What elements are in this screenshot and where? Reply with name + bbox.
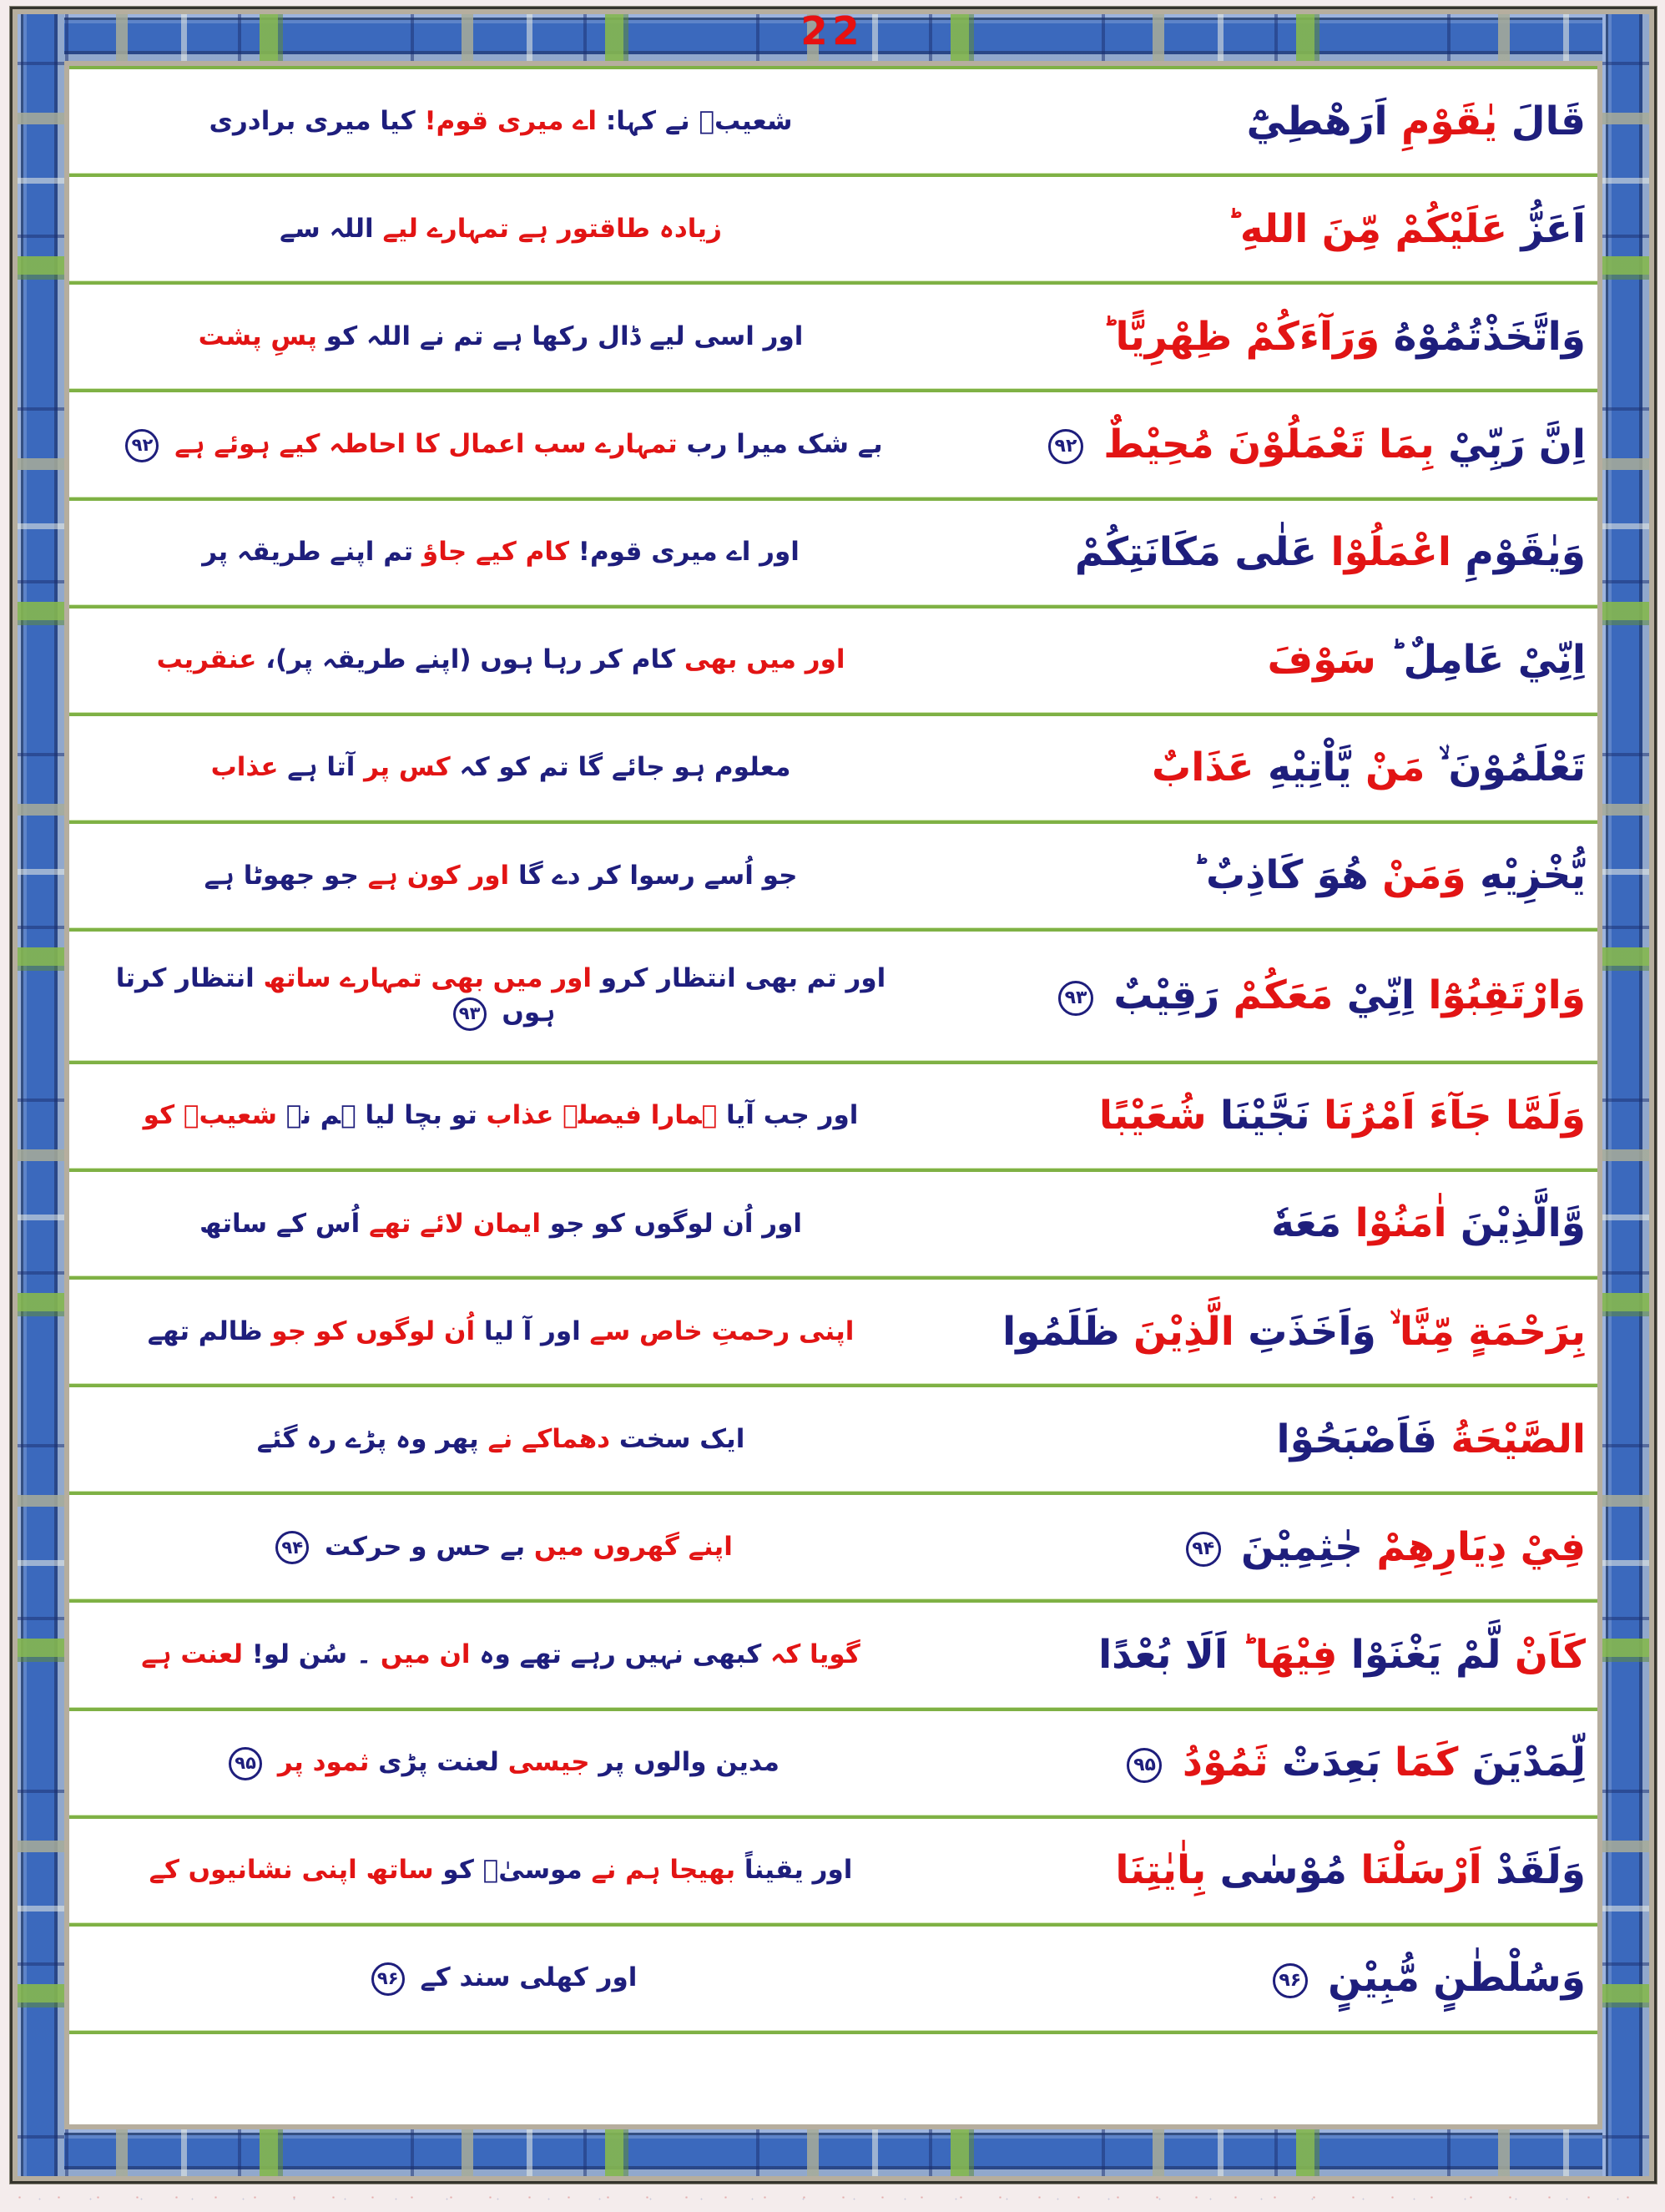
arabic-verse-text xyxy=(916,1417,1597,1462)
arabic-segment: ظَلَمُوا xyxy=(1002,1308,1120,1355)
urdu-segment: اور کون ہے xyxy=(358,860,510,891)
urdu-segment: جیسی xyxy=(498,1747,590,1778)
urdu-segment: پسِ پشت xyxy=(198,321,317,351)
urdu-segment: تمہارے سب اعمال کا احاطہ کیے ہوئے ہے xyxy=(165,429,678,460)
arabic-verse-text xyxy=(916,1633,1597,1678)
arabic-segment: مَنْ xyxy=(1351,745,1425,791)
arabic-verse-text xyxy=(916,207,1597,252)
arabic-segment: شُعَيْبًا xyxy=(1098,1093,1207,1139)
arabic-segment: وَلَمَّا جَآءَ اَمْرُنَا xyxy=(1309,1093,1586,1139)
urdu-segment: ایمان لائے تھے xyxy=(360,1208,541,1239)
urdu-segment: لعنت پڑی xyxy=(369,1747,499,1778)
verse-row xyxy=(69,1172,1597,1280)
arabic-segment: وَسُلْطٰنٍ مُّبِيْنٍ xyxy=(1314,1955,1586,2002)
urdu-segment: تم اپنے طریقہ پر xyxy=(202,537,414,568)
arabic-segment: لِّمَدْيَنَ xyxy=(1458,1740,1586,1786)
arabic-segment: وَّالَّذِيْنَ xyxy=(1446,1200,1586,1247)
urdu-segment: اور یقیناً xyxy=(735,1855,853,1886)
urdu-segment: آتا ہے xyxy=(278,752,356,783)
arabic-segment: اَرَهْطِيْٓ xyxy=(1246,98,1388,144)
verse-number-badge: ۹۲ xyxy=(125,429,159,462)
arabic-segment: فِيْهَا ؕ xyxy=(1227,1631,1338,1678)
verse-row xyxy=(69,609,1597,716)
urdu-segment: اور میں بھی تمہارے ساتھ xyxy=(254,962,592,993)
arabic-segment: جٰثِمِيْنَ xyxy=(1227,1523,1364,1570)
verse-number-badge: ۹۶ xyxy=(371,1962,405,1996)
arabic-verse-text xyxy=(916,1310,1597,1355)
urdu-translation-text xyxy=(69,427,916,462)
arabic-segment: اِنِّيْ xyxy=(1333,972,1415,1019)
urdu-segment: اللہ سے xyxy=(280,213,374,244)
urdu-segment: اور آ لیا xyxy=(475,1316,581,1346)
urdu-segment: موسیٰؑ کو xyxy=(433,1855,583,1886)
verse-row xyxy=(69,285,1597,392)
empty-row xyxy=(69,2034,1597,2124)
arabic-segment: الَّذِيْنَ xyxy=(1119,1308,1234,1355)
urdu-segment: پھر وہ پڑے رہ گئے xyxy=(256,1423,479,1454)
urdu-segment: ۔ سُن لو! xyxy=(242,1639,372,1670)
urdu-segment: کبھی نہیں رہے تھے وہ xyxy=(470,1639,762,1670)
arabic-segment: يَّاْتِيْهِ xyxy=(1254,745,1352,791)
urdu-segment: کیا میری برادری xyxy=(209,105,416,136)
arabic-verse-text xyxy=(916,315,1597,360)
urdu-translation-text xyxy=(69,212,916,247)
arabic-segment: اَلَا بُعْدًا xyxy=(1098,1631,1228,1678)
arabic-segment: وَمَنْ xyxy=(1368,852,1466,899)
page-content xyxy=(69,66,1597,2124)
arabic-segment: عَلٰى مَكَانَتِكُمْ xyxy=(1074,529,1318,576)
verse-row xyxy=(69,69,1597,177)
verse-row xyxy=(69,932,1597,1064)
arabic-segment: تَعْلَمُوْنَ ۙ xyxy=(1425,745,1586,791)
verse-row xyxy=(69,1387,1597,1495)
decorative-border-right xyxy=(1602,14,1649,2176)
arabic-verse-text xyxy=(916,422,1597,467)
arabic-segment: رَقِيْبٌ xyxy=(1100,972,1220,1019)
arabic-segment: هُوَ كَاذِبٌ ؕ xyxy=(1192,852,1369,899)
verse-row xyxy=(69,824,1597,932)
arabic-segment: يُّخْزِيْهِ xyxy=(1466,852,1586,899)
urdu-segment: ساتھ اپنی نشانیوں کے xyxy=(149,1855,434,1886)
verse-table xyxy=(69,66,1597,2124)
urdu-segment: اے میری قوم! xyxy=(415,105,598,136)
arabic-segment: نَجَّيْنَا xyxy=(1206,1093,1310,1139)
arabic-segment: ثَمُوْدُ xyxy=(1168,1740,1269,1786)
arabic-segment: عَلَيْكُمْ مِّنَ اللهِ ؕ xyxy=(1226,205,1508,252)
urdu-segment: معلوم ہو جائے گا تم کو کہ xyxy=(450,752,791,783)
arabic-verse-text xyxy=(916,1740,1597,1785)
urdu-translation-text xyxy=(69,1098,916,1134)
urdu-segment: ظالم تھے xyxy=(147,1316,263,1346)
arabic-segment: وَرَآءَكُمْ ظِهْرِيًّا ؕ xyxy=(1102,313,1380,360)
arabic-verse-text xyxy=(916,638,1597,683)
arabic-segment: وَارْتَقِبُوْٓا xyxy=(1415,972,1586,1019)
urdu-segment: اور جب آیا xyxy=(717,1100,859,1131)
urdu-segment: اپنی رحمتِ خاص سے xyxy=(580,1316,855,1346)
arabic-segment: فَاَصْبَحُوْا xyxy=(1276,1416,1437,1462)
urdu-segment: کس پر xyxy=(355,752,451,783)
verse-number-badge: ۹۳ xyxy=(453,997,487,1031)
urdu-translation-text xyxy=(69,859,916,894)
verse-row xyxy=(69,1819,1597,1927)
urdu-segment: ہمارا فیصلہ عذاب xyxy=(477,1100,718,1131)
verse-row xyxy=(69,1280,1597,1387)
verse-row xyxy=(69,501,1597,609)
arabic-segment: وَاتَّخَذْتُمُوْهُ xyxy=(1380,313,1586,360)
page-number: 22 xyxy=(800,8,865,53)
urdu-translation-text xyxy=(69,962,916,1032)
arabic-verse-text xyxy=(916,99,1597,144)
urdu-segment: ان میں xyxy=(371,1639,471,1670)
page-frame xyxy=(10,7,1657,2184)
decorative-border-bottom xyxy=(18,2129,1649,2176)
verse-row xyxy=(69,1603,1597,1710)
arabic-verse-text xyxy=(916,1093,1597,1139)
arabic-verse-text xyxy=(916,973,1597,1018)
urdu-translation-text xyxy=(69,535,916,570)
urdu-segment: اور کھلی سند کے xyxy=(411,1962,638,1993)
urdu-segment: لعنت ہے xyxy=(141,1639,243,1670)
arabic-segment: اٰمَنُوْا xyxy=(1341,1200,1447,1247)
arabic-segment: اِنِّيْ عَامِلٌ ؕ xyxy=(1375,637,1586,684)
urdu-segment: انتظار کرتا ہوں xyxy=(115,962,556,1028)
arabic-segment: كَمَا xyxy=(1380,1740,1459,1786)
urdu-translation-text xyxy=(69,1315,916,1350)
urdu-translation-text xyxy=(69,1422,916,1457)
urdu-segment: جو جھوٹا ہے xyxy=(204,860,359,891)
arabic-segment: قَالَ xyxy=(1497,98,1586,144)
verse-number-badge: ۹۲ xyxy=(1048,429,1083,464)
arabic-verse-text xyxy=(916,530,1597,575)
urdu-translation-text xyxy=(69,1207,916,1242)
arabic-segment: وَاَخَذَتِ xyxy=(1234,1308,1376,1355)
urdu-segment: عنقریب xyxy=(156,644,257,675)
urdu-segment: زیادہ طاقتور ہے تمہارے لیے xyxy=(373,213,722,244)
verse-row xyxy=(69,177,1597,285)
urdu-segment: اور اسی لیے ڈال رکھا ہے تم نے اللہ کو xyxy=(316,321,804,351)
verse-row xyxy=(69,716,1597,824)
urdu-segment: بے حس و حرکت xyxy=(315,1531,526,1562)
urdu-segment: اور اُن لوگوں کو جو xyxy=(540,1208,802,1239)
urdu-segment: کام کیے جاؤ xyxy=(413,537,570,568)
verse-number-badge: ۹۳ xyxy=(1058,981,1093,1016)
urdu-segment: دھماکے نے xyxy=(478,1423,611,1454)
arabic-segment: بِرَحْمَةٍ مِّنَّا ۙ xyxy=(1375,1308,1586,1355)
urdu-segment: اور اے میری قوم! xyxy=(569,537,800,568)
arabic-verse-text xyxy=(916,1848,1597,1893)
arabic-segment: لَّمْ يَغْنَوْا xyxy=(1337,1631,1501,1678)
arabic-segment: اعْمَلُوْا xyxy=(1317,529,1452,576)
urdu-translation-text xyxy=(69,1530,916,1565)
arabic-segment: سَوْفَ xyxy=(1267,637,1376,684)
urdu-segment: بھیجا ہم نے xyxy=(582,1855,736,1886)
arabic-segment: بِمَا تَعْمَلُوْنَ مُحِيْطٌ xyxy=(1089,421,1435,467)
urdu-translation-text xyxy=(69,1638,916,1673)
urdu-translation-text xyxy=(69,643,916,678)
urdu-segment: اپنے گھروں میں xyxy=(525,1531,733,1562)
verse-row xyxy=(69,1495,1597,1603)
urdu-segment: مدین والوں پر xyxy=(589,1747,780,1778)
arabic-segment: مَعَكُمْ xyxy=(1219,972,1334,1019)
verse-number-badge: ۹۵ xyxy=(1127,1748,1162,1783)
urdu-segment: اُس کے ساتھ xyxy=(199,1208,361,1239)
arabic-segment: بَعِدَتْ xyxy=(1268,1740,1381,1786)
urdu-segment: اور میں بھی xyxy=(675,644,845,675)
verse-row xyxy=(69,392,1597,500)
urdu-segment: گویا کہ xyxy=(761,1639,860,1670)
arabic-segment: مَعَهٗ xyxy=(1271,1200,1342,1247)
urdu-segment: تو بچا لیا ہم نے xyxy=(276,1100,477,1131)
urdu-translation-text xyxy=(69,1853,916,1888)
urdu-segment: ایک سخت xyxy=(610,1423,745,1454)
arabic-verse-text xyxy=(916,1525,1597,1570)
urdu-segment: شعیبؑ نے کہا: xyxy=(597,105,793,136)
urdu-translation-text xyxy=(69,1961,916,1996)
urdu-segment: شعیبؑ کو xyxy=(143,1100,277,1131)
urdu-segment: جو اُسے رسوا کر دے گا xyxy=(509,860,798,891)
urdu-translation-text xyxy=(69,104,916,139)
arabic-segment: اِنَّ رَبِّيْ xyxy=(1434,421,1586,467)
arabic-verse-text xyxy=(916,853,1597,898)
frame-inner xyxy=(18,14,1649,2176)
arabic-verse-text xyxy=(916,1956,1597,2001)
verse-number-badge: ۹۴ xyxy=(1186,1532,1221,1567)
urdu-translation-text xyxy=(69,750,916,785)
arabic-verse-text xyxy=(916,1201,1597,1246)
urdu-segment: ثمود پر xyxy=(269,1747,370,1778)
arabic-segment: بِاٰيٰتِنَا xyxy=(1115,1847,1207,1894)
arabic-verse-text xyxy=(916,745,1597,790)
verse-row xyxy=(69,1711,1597,1819)
verse-number-badge: ۹۴ xyxy=(275,1531,309,1564)
decorative-border-left xyxy=(18,14,64,2176)
arabic-segment: يٰقَوْمِ xyxy=(1387,98,1498,144)
urdu-translation-text xyxy=(69,320,916,355)
urdu-segment: عذاب xyxy=(210,752,279,783)
arabic-segment: وَيٰقَوْمِ xyxy=(1451,529,1586,576)
arabic-segment: وَلَقَدْ xyxy=(1481,1847,1586,1894)
verse-row xyxy=(69,1927,1597,2034)
arabic-segment: عَذَابٌ xyxy=(1152,745,1254,791)
urdu-translation-text xyxy=(69,1745,916,1780)
urdu-segment: اور تم بھی انتظار کرو xyxy=(591,962,886,993)
arabic-segment: اَعَزُّ xyxy=(1507,205,1586,252)
urdu-segment: کام کر رہا ہوں (اپنے طریقہ پر)، xyxy=(256,644,676,675)
verse-row xyxy=(69,1064,1597,1172)
arabic-segment: كَاَنْ xyxy=(1501,1631,1586,1678)
arabic-segment: فِيْ دِيَارِهِمْ xyxy=(1363,1523,1586,1570)
urdu-segment: بے شک میرا رب xyxy=(677,429,883,460)
arabic-segment: الصَّيْحَةُ xyxy=(1437,1416,1586,1462)
arabic-segment: اَرْسَلْنَا xyxy=(1347,1847,1482,1894)
verse-number-badge: ۹۶ xyxy=(1273,1963,1308,1998)
urdu-segment: اُن لوگوں کو جو xyxy=(262,1316,476,1346)
arabic-segment: مُوْسٰى xyxy=(1206,1847,1348,1894)
verse-number-badge: ۹۵ xyxy=(229,1747,262,1780)
